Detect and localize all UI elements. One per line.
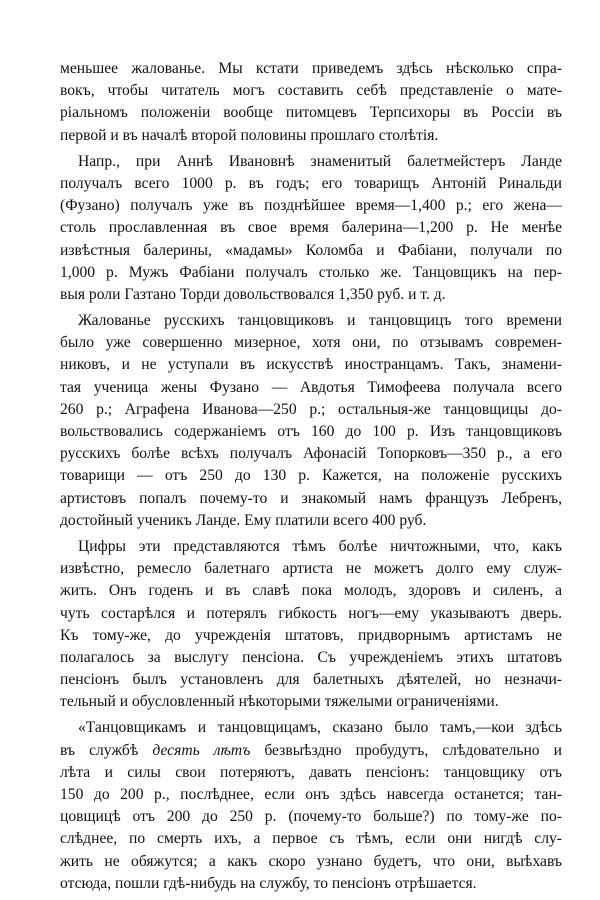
emphasized-text: десять лѣтъ [152, 741, 251, 759]
text-line: было уже совершенно мизерное, хотя они, по отзывамъ современ- [60, 334, 562, 352]
paragraph-3 [60, 310, 562, 532]
text-line: артистовъ попалъ почему-то и знакомый намъ французъ Лебренъ, [60, 489, 562, 507]
text-line: русскихъ болѣе всѣхъ получалъ Афонасій Топорковъ—350 р., а его [60, 445, 562, 463]
paragraph-2 [60, 151, 562, 306]
text-line: столь прославленная въ свое время балерина—1,200 р. Не менѣе [60, 219, 562, 237]
text-line: жить не обяжутся; а какъ скоро узнано будетъ, что они, выѣхавъ [60, 852, 562, 870]
text-line: цовщицѣ отъ 200 до 250 р. (почему-то больше?) по тому-же по- [60, 808, 562, 826]
text-line: слѣднее, по смерть ихъ, а первое съ тѣмъ, если они нигдѣ слу- [60, 830, 562, 848]
text-line: полагалось за выслугу пенсіона. Съ учрежденіемъ этихъ штатовъ [60, 648, 562, 666]
text-line: Жалованье русскихъ танцовщиковъ и танцовщицъ того времени [78, 312, 562, 330]
text-segment: безвыѣздно пробудутъ, слѣдовательно и [250, 741, 562, 759]
text-line: 1,000 р. Мужъ Фабіани получалъ столько же. Танцовщикъ на пер- [60, 263, 562, 281]
text-line: выя роли Газтано Торди довольствовался 1,350 руб. и т. д. [60, 285, 446, 303]
text-line: чуть состарѣлся и потерялъ гибкость ногъ—ему указываютъ дверь. [60, 604, 562, 622]
text-line: первой и въ началѣ второй половины прошлаго столѣтія. [60, 126, 439, 144]
text-line: извѣстныя балерины, «мадамы» Коломба и Фабіани, получали по [60, 241, 562, 259]
text-line: отсюда, пошли гдѣ-нибудь на службу, то пенсіонъ отрѣшается. [60, 874, 477, 892]
text-line: жить. Онъ годенъ и въ славѣ пока молодъ, здоровъ и силенъ, а [60, 582, 562, 600]
text-segment: въ службѣ [60, 741, 153, 759]
text-line: никовъ, и не уступали въ искусствѣ иностранцамъ. Такъ, знамени- [60, 356, 562, 374]
text-line: тая ученица жены Фузано — Авдотья Тимофеева получала всего [60, 378, 562, 396]
text-line: Цифры эти представляются тѣмъ болѣе ничтожными, что, какъ [78, 537, 562, 555]
text-line: 260 р.; Аграфена Иванова—250 р.; остальныя-же танцовщицы до- [60, 400, 562, 418]
text-line: извѣстно, ремесло балетнаго артиста не можетъ долго ему служ- [60, 560, 562, 578]
text-line: достойный ученикъ Ланде. Ему платили всего 400 руб. [60, 511, 427, 529]
text-line: «Танцовщикамъ и танцовщицамъ, сказано было тамъ,—кои здѣсь [78, 719, 562, 737]
text-line: меньшее жалованье. Мы кстати приведемъ здѣсь нѣсколько спра- [60, 60, 562, 77]
paragraph-5-quote [60, 717, 562, 895]
text-line: (Фузано) получалъ уже въ позднѣйшее время—1,400 р.; его жена— [60, 197, 562, 215]
text-line: тельный и обусловленный нѣкоторыми тяжелыми ограниченіями. [60, 693, 499, 711]
text-line: лѣта и силы свои потеряютъ, давать пенсіонъ: танцовщику отъ [60, 763, 562, 781]
text-line: Къ тому-же, до учрежденія штатовъ, придворнымъ артистамъ не [60, 626, 562, 644]
paragraph-1 [60, 58, 562, 147]
paragraph-4 [60, 536, 562, 714]
text-line: вольствовались содержаніемъ отъ 160 до 100 р. Изъ танцовщиковъ [60, 423, 562, 440]
text-line: пенсіонъ былъ установленъ для балетныхъ дѣятелей, но незначи- [60, 671, 562, 689]
text-line: товарищи — отъ 250 до 130 р. Кажется, на положеніе русскихъ [60, 467, 562, 485]
text-line: вокъ, чтобы читатель могъ составить себѣ представленіе о мате- [60, 82, 562, 100]
text-line: Напр., при Аннѣ Ивановнѣ знаменитый балетмейстеръ Ланде [78, 152, 562, 170]
text-line: ріальномъ положеніи вообще питомцевъ Терпсихоры въ Россіи въ [60, 104, 562, 122]
text-line-with-emphasis [60, 740, 562, 762]
text-line: 150 до 200 р., послѣднее, если онъ здѣсь навсегда останется; тан- [60, 786, 562, 803]
text-line: получалъ всего 1000 р. въ годъ; его товарищъ Антоній Ринальди [60, 174, 562, 192]
